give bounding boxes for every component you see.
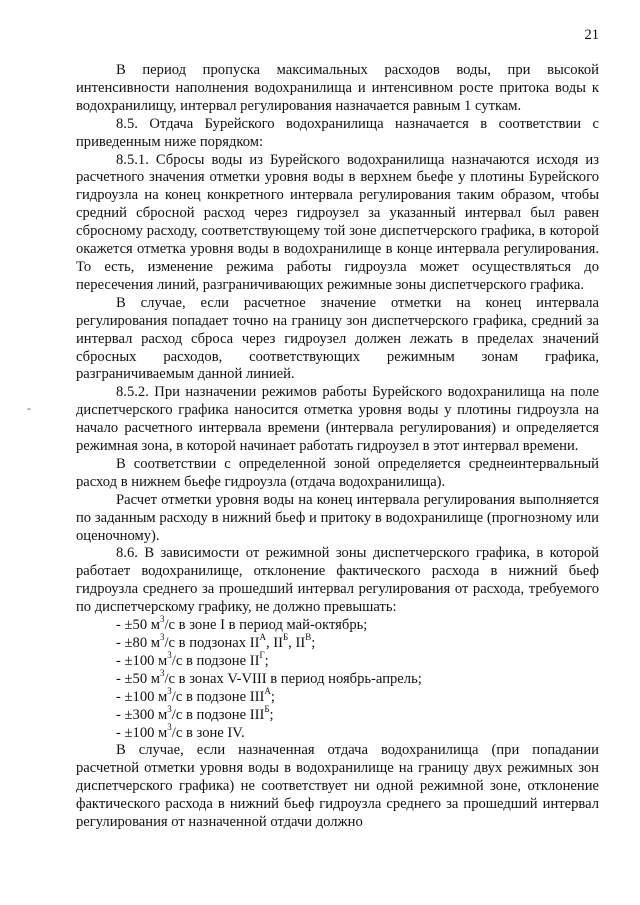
- list-item: - ±50 $м^3/с$ в зоне I в период май-октябрь;: [116, 614, 368, 634]
- list-item: - ±300 $м^3/с$ в подзоне $III^Б$;: [116, 703, 274, 723]
- paragraph: 8.5.2. При назначении режимов работы Бурейского водохранилища на поле диспетчерского графика наносится отметка уровня воды у плотины гидроузла на начало расчетного интервала времени (интервала регулирования) и определяется режимная зона, в которой начинает работать гидроузел в этот интервал времени.: [76, 384, 599, 455]
- margin-mark: -: [27, 401, 31, 415]
- paragraph: 8.5.1. Сбросы воды из Бурейского водохранилища назначаются исходя из расчетного значения отметки уровня воды в верхнем бьефе у плотины Бурейского гидроузла на конец конкретного интервала регулирования таким образом, чтобы средний сбросной расход через гидроузел за указанный интервал был равен сбросному расходу, соответствующему той зоне диспетчерского графика, в которой окажется отметка уровня воды в водохранилище в конце интервала регулирования. То есть, изменение режима работы гидроузла может осуществляться до пересечения линий, разграничивающих режимные зоны диспетчерского графика.: [76, 151, 599, 293]
- paragraph: В соответствии с определенной зоной определяется среднеинтервальный расход в нижнем бьефе гидроузла (отдача водохранилища).: [76, 455, 599, 490]
- list-item: - ±100 $м^3/с$ в подзоне $II^Г$;: [116, 650, 269, 669]
- paragraph: 8.6. В зависимости от режимной зоны диспетчерского графика, в которой работает водохранилище, отклонение фактического расхода в нижний бьеф гидроузла среднего за прошедший интервал регулирования от расхода, требуемого по диспетчерскому графику, не должно превышать:: [76, 545, 599, 616]
- paragraph: В случае, если назначенная отдача водохранилища (при попадании расчетной отметки уровня воды в водохранилище на границу двух режимных зон диспетчерского графика) не соответствует ни одной режимной зоне, отклонение фактического расхода в нижний бьеф гидроузла среднего за прошедший интервал регулирования от назначенной отдачи должно: [76, 742, 599, 831]
- paragraph: В период пропуска максимальных расходов воды, при высокой интенсивности наполнения водохранилища и интенсивном росте притока воды к водохранилищу, интервал регулирования назначается равным 1 суткам.: [76, 62, 599, 114]
- paragraph: 8.5. Отдача Бурейского водохранилища назначается в соответствии с приведенным ниже порядком:: [76, 115, 599, 150]
- body-text: [76, 62, 599, 832]
- list-item: - ±100 $м^3/с$ в подзоне $III^А$;: [116, 685, 275, 705]
- list-item: - ±50 $м^3/с$ в зонах V-VIII в период ноябрь-апрель;: [116, 667, 422, 687]
- paragraph: Расчет отметки уровня воды на конец интервала регулирования выполняется по заданным расходу в нижний бьеф и притоку в водохранилище (прогнозному или оценочному).: [76, 491, 599, 544]
- list-item: - ±80 $м^3/с$ в подзонах $II^А$, $II^Б$, $II^В$;: [116, 632, 316, 651]
- list-item: - ±100 $м^3/с$ в зоне IV.: [116, 721, 245, 741]
- page-number: 21: [584, 27, 599, 43]
- paragraph: В случае, если расчетное значение отметки на конец интервала регулирования попадает точно на границу зон диспетчерского графика, средний за интервал расход сброса через гидроузел должен лежать в пределах значений сбросных расходов, соответствующих режимным зонам графика, разграничиваемым данной линией.: [76, 294, 599, 383]
